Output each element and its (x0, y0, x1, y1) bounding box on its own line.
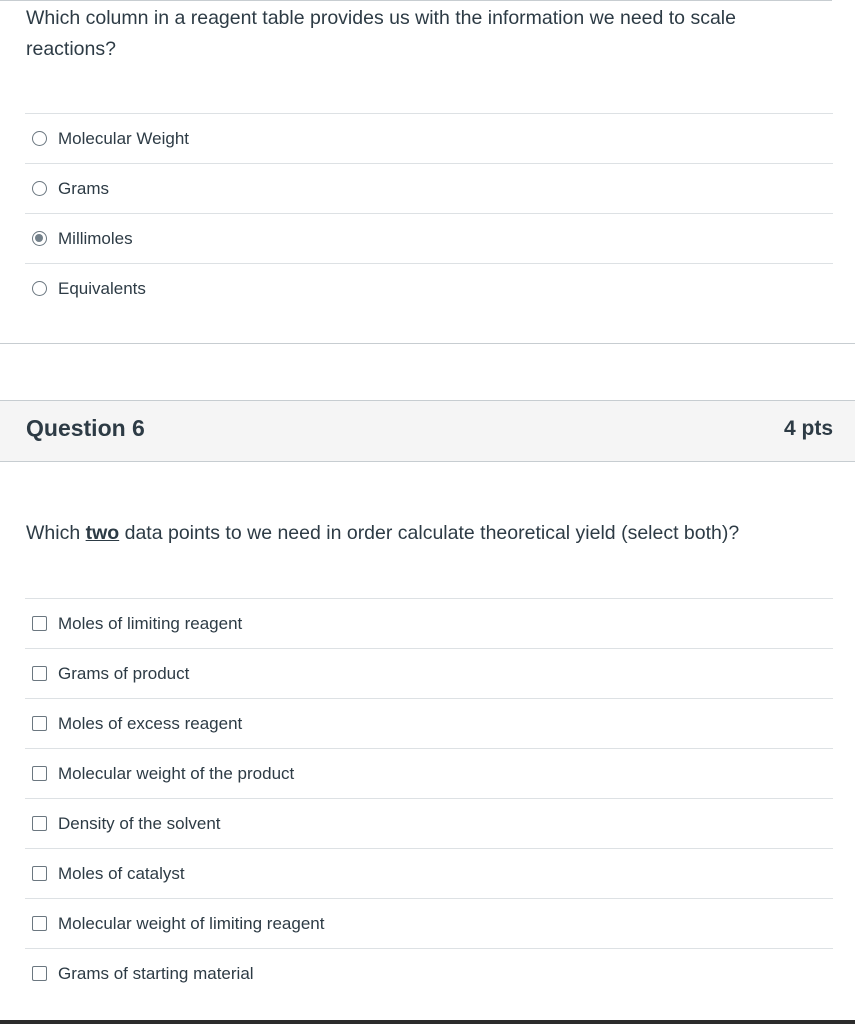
divider (0, 0, 832, 1)
answer-grams[interactable] (25, 163, 833, 213)
answer-label: Grams of product (58, 663, 190, 683)
answer-label: Grams of starting material (58, 963, 254, 983)
answer-molecular-weight[interactable] (25, 113, 833, 163)
checkbox[interactable] (32, 766, 47, 781)
checkbox[interactable] (32, 966, 47, 981)
answer-label: Molecular weight of limiting reagent (58, 913, 325, 933)
question-5-text: Which column in a reagent table provides us with the information we need to scale reactions? (26, 7, 736, 60)
radio-button-selected[interactable] (32, 231, 47, 246)
bottom-edge-bar (0, 1020, 855, 1024)
question-6-header (0, 400, 855, 462)
radio-button[interactable] (32, 181, 47, 196)
answer-label: Moles of catalyst (58, 863, 185, 883)
answer-label: Millimoles (58, 228, 133, 248)
answer-molecular-weight-limiting-reagent[interactable] (25, 898, 833, 948)
checkbox[interactable] (32, 866, 47, 881)
question-points: 4 pts (783, 417, 833, 440)
answer-label: Moles of excess reagent (58, 713, 243, 733)
question-5-section (0, 0, 855, 344)
answer-label: Molecular Weight (58, 128, 190, 148)
checkbox[interactable] (32, 616, 47, 631)
question-6-answers (25, 598, 833, 998)
radio-button[interactable] (32, 131, 47, 146)
checkbox[interactable] (32, 666, 47, 681)
checkbox[interactable] (32, 916, 47, 931)
answer-moles-limiting-reagent[interactable] (25, 598, 833, 648)
radio-button[interactable] (32, 281, 47, 296)
answer-millimoles[interactable] (25, 213, 833, 263)
answer-label: Grams (58, 178, 109, 198)
question-title: Question 6 (26, 415, 145, 441)
answer-molecular-weight-product[interactable] (25, 748, 833, 798)
answer-label: Equivalents (58, 278, 146, 298)
checkbox[interactable] (32, 716, 47, 731)
question-6-text (26, 518, 739, 548)
answer-moles-catalyst[interactable] (25, 848, 833, 898)
answer-label: Density of the solvent (58, 813, 221, 833)
answer-equivalents[interactable] (25, 263, 833, 313)
question-5-answers (25, 113, 833, 313)
answer-density-solvent[interactable] (25, 798, 833, 848)
answer-moles-excess-reagent[interactable] (25, 698, 833, 748)
question-text-end: data points to we need in order calculate theoretical yield (select both)? (119, 522, 740, 544)
question-text-emphasis: two (85, 522, 120, 544)
checkbox[interactable] (32, 816, 47, 831)
answer-grams-starting-material[interactable] (25, 948, 833, 998)
answer-label: Moles of limiting reagent (58, 613, 243, 633)
answer-grams-of-product[interactable] (25, 648, 833, 698)
answer-label: Molecular weight of the product (58, 763, 295, 783)
question-text-start: Which (26, 522, 86, 544)
